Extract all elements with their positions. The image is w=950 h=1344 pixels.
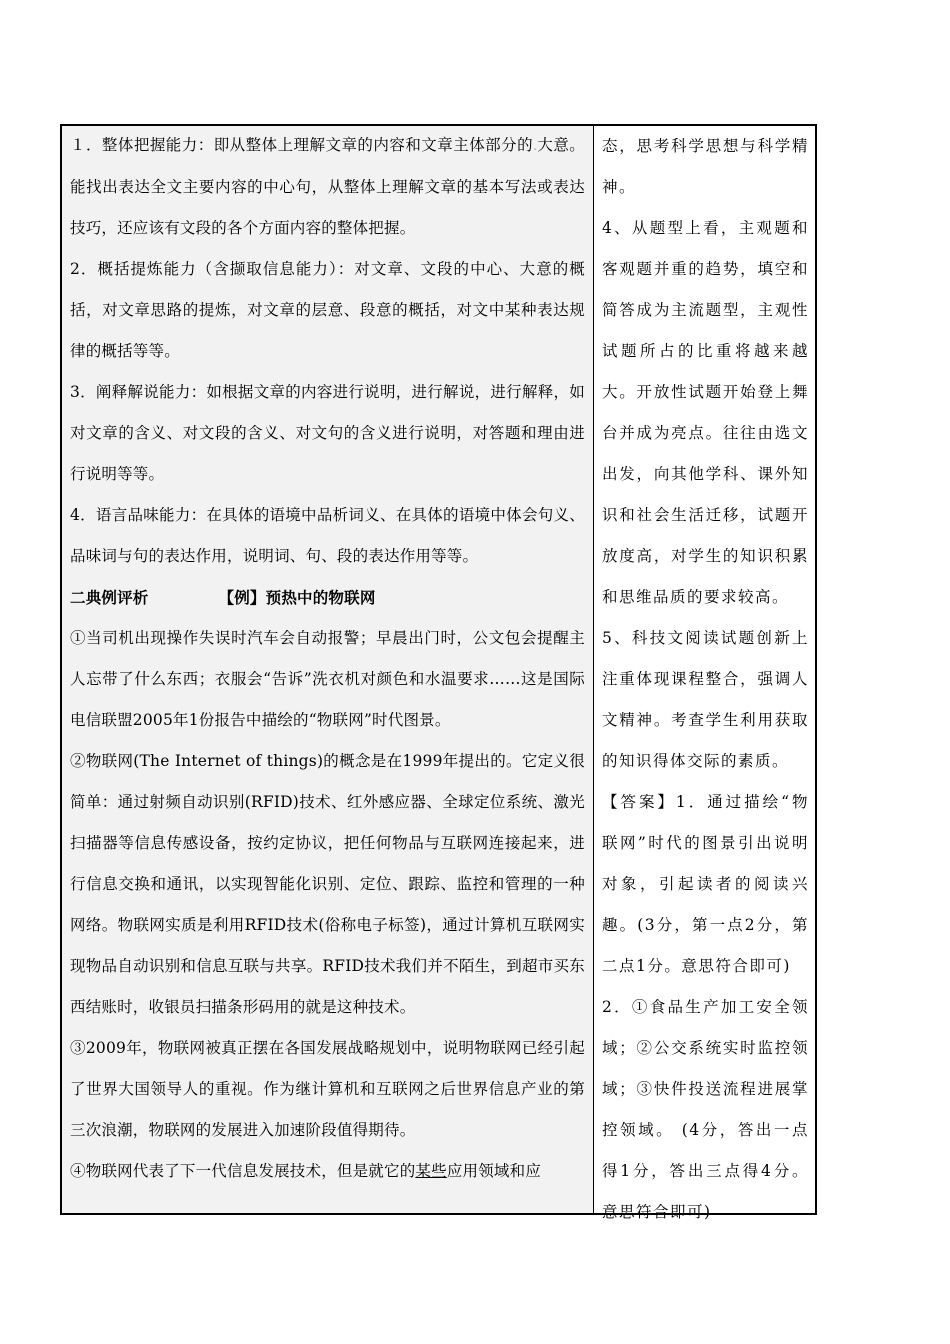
article-paragraph-2: ②物联网(The Internet of things)的概念是在1999年提出的。它定义很简单：通过射频自动识别(RFID)技术、红外感应器、全球定位系统、激光扫描器等信息传感设备，按约定协议，把任何物品与互联网连接起来，进行信息交换和通讯，以实现智能化识别、定位、跟踪、监控和管理的一种网络。物联网实质是利用RFID技术(俗称电子标签)，通过计算机互联网实现物品自动识别和信息互联与共享。RFID技术我们并不陌生，到超市买东西结账时，收银员扫描条形码用的就是这种技术。 bbox=[70, 752, 585, 1016]
answer-2: 2．①食品生产加工安全领域；②公交系统实时监控领域；③快件投送流程进展掌控领域。 (4分，答出一点得1分，答出三点得4分。意思符合即可) bbox=[602, 998, 809, 1221]
example-title: 【例】预热中的物联网 bbox=[218, 588, 376, 607]
left-column bbox=[62, 126, 594, 1213]
analysis-point-4: 4、从题型上看，主观题和客观题并重的趋势，填空和简答成为主流题型，主观性试题所占的比重将越来越大。开放性试题开始登上舞台并成为亮点。往往由选文出发，向其他学科、课外知识和社会生活迁移，试题开放度高，对学生的知识积累和思维品质的要求较高。 bbox=[602, 219, 809, 606]
ability-item-2: 2．概括提炼能力（含撷取信息能力）：对文章、文段的中心、大意的概括，对文章思路的提炼，对文章的层意、段意的概括，对文中某种表达规律的概括等等。 bbox=[70, 260, 585, 360]
article-paragraph-3: ③2009年，物联网被真正摆在各国发展战略规划中，说明物联网已经引起了世界大国领导人的重视。作为继计算机和互联网之后世界信息产业的第三次浪潮，物联网的发展进入加速阶段值得期待。 bbox=[70, 1039, 585, 1139]
ability-item-1: １．整体把握能力：即从整体上理解文章的内容和文章主体部分的.大意。能找出表达全文主要内容的中心句，从整体上理解文章的基本写法或表达技巧，还应该有文段的各个方面内容的整体把握。 bbox=[70, 136, 585, 237]
section-title: 二典例评析 bbox=[70, 588, 149, 607]
analysis-point-5: 5、科技文阅读试题创新上注重体现课程整合，强调人文精神。考查学生利用获取的知识得体交际的素质。 bbox=[602, 629, 809, 770]
section-heading bbox=[70, 577, 585, 618]
underlined-word: 某些 bbox=[415, 1162, 447, 1180]
ability-item-4: 4．语言品味能力：在具体的语境中品析词义、在具体的语境中体会句义、品味词与句的表达作用，说明词、句、段的表达作用等等。 bbox=[70, 506, 585, 565]
text-cursor-mark: . bbox=[533, 139, 538, 153]
right-column bbox=[594, 126, 815, 1221]
ability-item-3: 3．阐释解说能力：如根据文章的内容进行说明，进行解说，进行解释，如对文章的含义、对文段的含义、对文句的含义进行说明，对答题和理由进行说明等等。 bbox=[70, 383, 585, 483]
continued-text: 态，思考科学思想与科学精神。 bbox=[602, 137, 809, 196]
content-table bbox=[60, 124, 817, 1221]
article-paragraph-4: ④物联网代表了下一代信息发展技术，但是就它的某些应用领域和应 bbox=[70, 1162, 542, 1180]
answer-1: 【答案】1．通过描绘“物联网”时代的图景引出说明对象，引起读者的阅读兴趣。(3分，第一点2分，第二点1分。意思符合即可) bbox=[602, 793, 809, 975]
article-paragraph-1: ①当司机出现操作失误时汽车会自动报警；早晨出门时，公文包会提醒主人忘带了什么东西；衣服会“告诉”洗衣机对颜色和水温要求……这是国际电信联盟2005年1份报告中描绘的“物联网”时代图景。 bbox=[70, 629, 585, 729]
